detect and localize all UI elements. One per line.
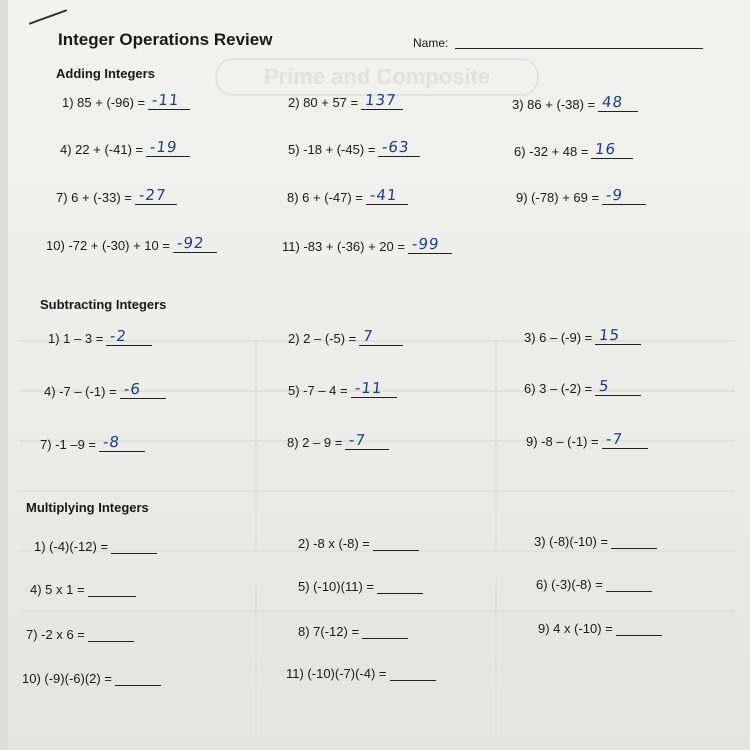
problem-sub-8 [287,431,389,450]
problem-text: 8) 2 – 9 = [287,435,343,450]
problem-text: 7) 6 + (-33) = [56,190,132,205]
handwritten-answer: -41 [368,186,399,204]
answer-blank[interactable] [378,138,420,157]
problem-text: 2) 80 + 57 = [288,95,359,110]
problem-sub-7 [40,433,145,452]
answer-blank[interactable] [345,431,389,450]
handwritten-answer: 5 [598,377,611,395]
problem-add-11 [282,235,452,254]
answer-blank[interactable] [408,235,452,254]
problem-text: 11) -83 + (-36) + 20 = [282,239,405,254]
handwritten-answer: -2 [109,327,129,345]
answer-blank[interactable] [366,186,408,205]
problem-mult-3 [534,533,657,549]
problem-sub-9 [526,430,648,449]
problem-add-8 [287,186,408,205]
answer-blank[interactable] [595,326,641,345]
problem-mult-7 [26,626,134,642]
handwritten-answer: 15 [598,326,622,344]
handwritten-answer: -8 [102,433,121,451]
problem-text: 3) (-8)(-10) = [534,534,609,549]
answer-blank[interactable] [598,93,638,112]
problem-text: 3) 6 – (-9) = [524,330,593,345]
problem-sub-1 [48,327,152,346]
problem-add-7 [56,186,177,205]
problem-text: 5) -18 + (-45) = [288,142,376,157]
answer-blank[interactable] [351,379,397,398]
name-field[interactable] [455,48,703,49]
problem-text: 5) (-10)(11) = [298,579,374,594]
answer-blank[interactable] [359,327,403,346]
problem-mult-10 [22,670,161,686]
answer-blank[interactable] [361,91,403,110]
problem-mult-6 [536,576,652,592]
problem-add-5 [288,138,420,157]
problem-text: 7) -1 –9 = [40,437,97,452]
handwritten-answer: 48 [601,93,625,111]
answer-blank[interactable] [616,620,662,636]
handwritten-answer: -9 [605,186,625,204]
problem-text: 1) 1 – 3 = [48,331,104,346]
answer-blank[interactable] [120,380,166,399]
problem-sub-5 [288,379,397,398]
answer-blank[interactable] [106,327,152,346]
problem-text: 4) 22 + (-41) = [60,142,144,157]
handwritten-answer: -92 [175,234,206,252]
problem-add-2 [288,91,403,110]
answer-blank[interactable] [146,138,190,157]
problem-mult-1 [34,538,157,554]
problem-text: 4) -7 – (-1) = [44,384,117,399]
page-title: Integer Operations Review [58,30,273,49]
handwritten-answer: 16 [594,140,618,158]
problem-text: 6) 3 – (-2) = [524,381,593,396]
problem-text: 10) (-9)(-6)(2) = [22,671,112,686]
answer-blank[interactable] [611,533,657,549]
answer-blank[interactable] [148,91,190,110]
problem-mult-9 [538,620,662,636]
problem-text: 8) 6 + (-47) = [287,190,363,205]
answer-blank[interactable] [88,626,134,642]
problem-text: 8) 7(-12) = [298,624,360,639]
problem-sub-2 [288,327,403,346]
problem-add-10 [46,234,217,253]
problem-mult-11 [286,665,436,681]
handwritten-answer: -99 [411,235,441,253]
answer-blank[interactable] [88,581,136,597]
answer-blank[interactable] [595,377,641,396]
problem-mult-4 [30,581,136,597]
handwritten-answer: -11 [151,91,181,109]
problem-text: 10) -72 + (-30) + 10 = [46,238,170,253]
problem-mult-2 [298,535,419,551]
problem-text: 4) 5 x 1 = [30,582,85,597]
problem-text: 11) (-10)(-7)(-4) = [286,666,387,681]
problem-sub-3 [524,326,641,345]
handwritten-answer: -11 [353,379,384,397]
answer-blank[interactable] [135,186,177,205]
handwritten-answer: -27 [137,186,168,204]
problem-text: 9) 4 x (-10) = [538,621,613,636]
problem-text: 5) -7 – 4 = [288,383,348,398]
problem-text: 1) (-4)(-12) = [34,539,109,554]
section-heading-multiplying: Multiplying Integers [26,500,149,515]
section-heading-subtracting: Subtracting Integers [40,297,167,312]
answer-blank[interactable] [591,140,633,159]
answer-blank[interactable] [111,538,157,554]
problem-text: 6) -32 + 48 = [514,144,589,159]
problem-text: 2) -8 x (-8) = [298,536,370,551]
problem-sub-6 [524,377,641,396]
answer-blank[interactable] [173,234,217,253]
answer-blank[interactable] [377,578,423,594]
answer-blank[interactable] [602,430,648,449]
handwritten-answer: 137 [364,91,398,109]
answer-blank[interactable] [362,623,408,639]
handwritten-answer: 7 [362,327,375,345]
problem-add-3 [512,93,638,112]
answer-blank[interactable] [602,186,646,205]
problem-mult-5 [298,578,423,594]
problem-text: 9) -8 – (-1) = [526,434,599,449]
problem-add-9 [516,186,646,205]
problem-text: 7) -2 x 6 = [26,627,85,642]
handwritten-answer: -19 [149,138,179,156]
answer-blank[interactable] [115,670,161,686]
answer-blank[interactable] [606,576,652,592]
section-heading-adding: Adding Integers [56,66,155,81]
problem-sub-4 [44,380,166,399]
handwritten-answer: -7 [348,431,368,449]
problem-text: 6) (-3)(-8) = [536,577,603,592]
problem-text: 9) (-78) + 69 = [516,190,600,205]
answer-blank[interactable] [373,535,419,551]
problem-mult-8 [298,623,408,639]
problem-text: 2) 2 – (-5) = [288,331,357,346]
bleed-through-title: Prime and Composite [215,58,539,96]
answer-blank[interactable] [99,433,145,452]
problem-add-6 [514,140,633,159]
problem-text: 1) 85 + (-96) = [62,95,146,110]
problem-add-4 [60,138,190,157]
problem-text: 3) 86 + (-38) = [512,97,596,112]
handwritten-answer: -7 [604,430,624,448]
name-label: Name: [413,36,449,50]
answer-blank[interactable] [390,665,436,681]
handwritten-answer: -6 [122,380,142,398]
handwritten-answer: -63 [381,138,411,156]
problem-add-1 [62,91,190,110]
